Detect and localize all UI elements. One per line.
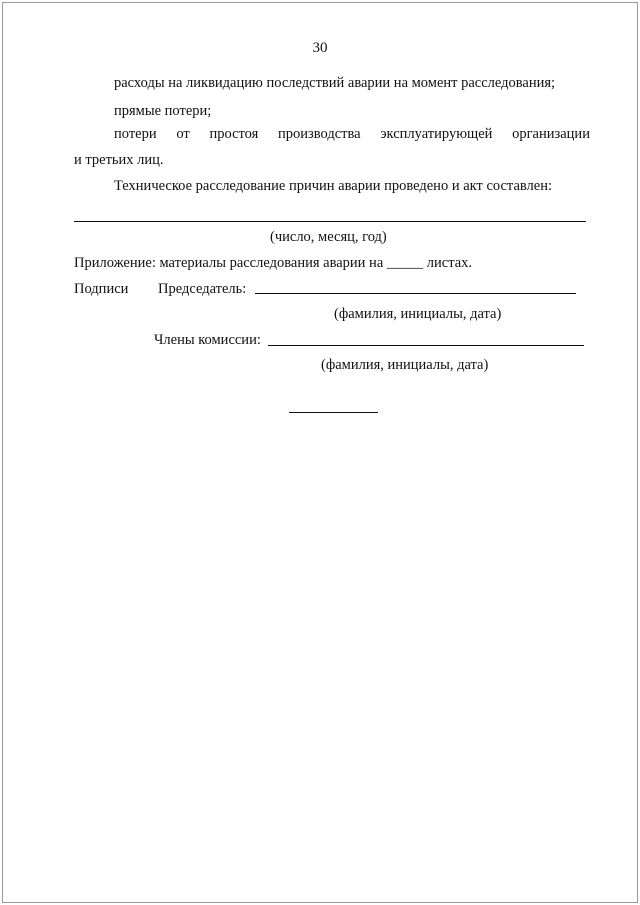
signatures-heading: Подписи	[74, 281, 129, 297]
word: простоя	[209, 126, 259, 142]
date-caption: (число, месяц, год)	[270, 229, 387, 245]
word: потери	[114, 126, 157, 142]
word: эксплуатирующей	[380, 126, 493, 142]
appendix-line	[74, 254, 472, 272]
appendix-suffix: листах.	[426, 255, 473, 271]
paragraph-downtime-losses	[114, 125, 590, 143]
appendix-sheet-count-blank: _____	[386, 255, 424, 271]
word: производства	[278, 126, 361, 142]
members-caption: (фамилия, инициалы, дата)	[321, 357, 489, 373]
page-number: 30	[312, 40, 328, 56]
end-separator-line	[289, 412, 378, 413]
members-label: Члены комиссии:	[154, 332, 261, 348]
paragraph-direct-losses: прямые потери;	[114, 103, 212, 119]
word: организации	[512, 126, 590, 142]
paragraph-liquidation-costs: расходы на ликвидацию последствий аварии на момент расследования;	[114, 75, 556, 91]
appendix-prefix: Приложение: материалы расследования аварии на	[74, 255, 384, 271]
paragraph-investigation-statement: Техническое расследование причин аварии проведено и акт составлен:	[114, 178, 553, 194]
chairman-caption: (фамилия, инициалы, дата)	[334, 306, 502, 322]
paragraph-downtime-losses-cont: и третьих лиц.	[74, 152, 164, 168]
members-signature-line	[268, 345, 584, 346]
chairman-label: Председатель:	[158, 281, 247, 297]
chairman-signature-line	[255, 293, 576, 294]
date-line	[74, 221, 586, 222]
word: от	[176, 126, 190, 142]
